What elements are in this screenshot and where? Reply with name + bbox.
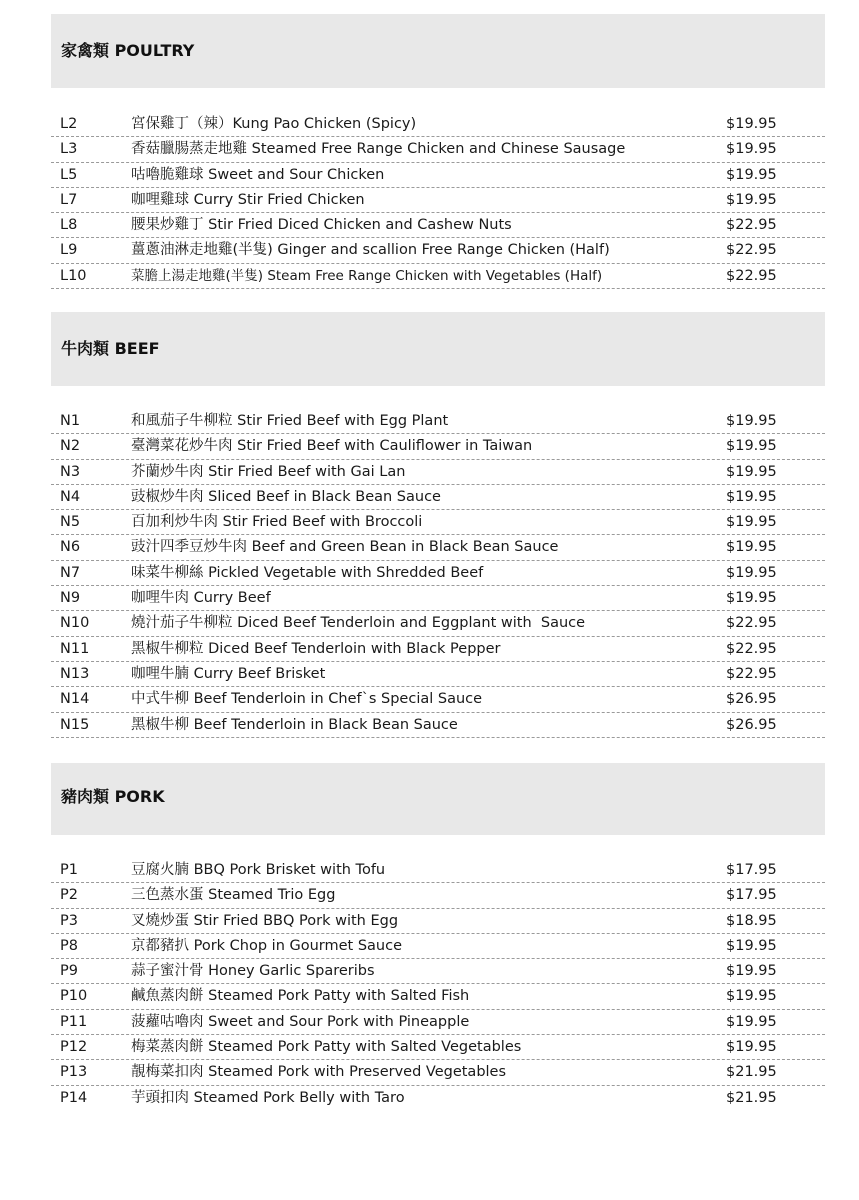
item-name: 芋頭扣肉 Steamed Pork Belly with Taro (131, 1089, 405, 1106)
item-name: 咖哩雞球 Curry Stir Fried Chicken (131, 191, 365, 208)
item-name: 宮保雞丁（辣）Kung Pao Chicken (Spicy) (131, 116, 417, 132)
item-code: P11 (60, 1013, 88, 1030)
menu-item (51, 662, 825, 687)
menu-item (51, 637, 825, 662)
item-price: $19.95 (726, 988, 777, 1005)
item-code: P1 (60, 862, 78, 878)
item-price: $21.95 (726, 1064, 777, 1081)
menu-item (51, 611, 825, 636)
item-price: $19.95 (726, 141, 777, 158)
item-code: P8 (60, 937, 78, 954)
item-price: $26.95 (726, 691, 777, 708)
menu-item (51, 460, 825, 485)
item-name: 黑椒牛柳 Beef Tenderloin in Black Bean Sauce (131, 716, 458, 733)
item-code: L2 (60, 116, 78, 132)
item-name: 蒜子蜜汁骨 Honey Garlic Spareribs (131, 963, 375, 980)
item-name: 菜膽上湯走地雞(半隻) Steam Free Range Chicken with Vegetables (Half) (131, 267, 603, 284)
menu-item (51, 238, 825, 263)
menu-item (51, 586, 825, 611)
item-price: $19.95 (726, 590, 777, 607)
item-name: 香菇臘腸蒸走地雞 Steamed Free Range Chicken and Chinese Sausage (131, 141, 626, 158)
menu-item (51, 883, 825, 908)
item-price: $19.95 (726, 463, 777, 480)
item-name: 臺灣菜花炒牛肉 Stir Fried Beef with Cauliflower in Taiwan (131, 438, 533, 455)
menu-item (51, 409, 825, 434)
menu-item (51, 687, 825, 712)
item-price: $19.95 (726, 564, 777, 581)
item-price: $22.95 (726, 242, 777, 259)
item-code: P13 (60, 1064, 88, 1081)
item-name: 黑椒牛柳粒 Diced Beef Tenderloin with Black Pepper (131, 640, 501, 657)
item-name: 百加利炒牛肉 Stir Fried Beef with Broccoli (131, 514, 423, 531)
menu-item (51, 1060, 825, 1085)
menu-item (51, 188, 825, 213)
menu-item (51, 112, 825, 137)
item-price: $19.95 (726, 166, 777, 183)
menu-item (51, 264, 825, 289)
item-code: N14 (60, 691, 90, 708)
section-title: 豬肉類 PORK (61, 787, 165, 806)
item-name: 咖哩牛肉 Curry Beef (131, 590, 271, 607)
item-name: 和風茄子牛柳粒 Stir Fried Beef with Egg Plant (131, 413, 449, 429)
item-price: $18.95 (726, 912, 777, 929)
item-name: 芥蘭炒牛肉 Stir Fried Beef with Gai Lan (131, 463, 406, 480)
item-name: 三色蒸水蛋 Steamed Trio Egg (131, 887, 336, 904)
item-name: 味菜牛柳絲 Pickled Vegetable with Shredded Beef (131, 564, 484, 581)
item-code: N9 (60, 590, 81, 607)
menu-item (51, 434, 825, 459)
item-code: P3 (60, 912, 78, 929)
item-name: 豉汁四季豆炒牛肉 Beef and Green Bean in Black Bean Sauce (131, 539, 559, 556)
item-code: P10 (60, 988, 88, 1005)
item-price: $17.95 (726, 862, 777, 878)
menu-item (51, 213, 825, 238)
item-price: $19.95 (726, 937, 777, 954)
item-code: P12 (60, 1039, 88, 1056)
menu-item (51, 934, 825, 959)
item-code: N11 (60, 640, 90, 657)
item-code: N15 (60, 716, 90, 733)
item-price: $19.95 (726, 413, 777, 429)
menu-item (51, 535, 825, 560)
item-name: 咖哩牛腩 Curry Beef Brisket (131, 665, 326, 682)
item-name: 燒汁茄子牛柳粒 Diced Beef Tenderloin and Eggplant with Sauce (131, 615, 586, 632)
menu-item (51, 163, 825, 188)
item-code: N4 (60, 488, 81, 505)
item-price: $22.95 (726, 640, 777, 657)
item-price: $19.95 (726, 116, 777, 132)
item-code: N2 (60, 438, 81, 455)
item-name: 菠蘿咕嚕肉 Sweet and Sour Pork with Pineapple (131, 1013, 470, 1030)
item-price: $19.95 (726, 1013, 777, 1030)
item-code: L5 (60, 166, 78, 183)
item-code: P9 (60, 963, 78, 980)
item-name: 腰果炒雞丁 Stir Fried Diced Chicken and Cashew Nuts (131, 217, 512, 234)
menu-list-beef (51, 409, 825, 738)
item-code: L8 (60, 217, 78, 234)
item-code: N7 (60, 564, 81, 581)
menu-item (51, 1086, 825, 1111)
item-price: $19.95 (726, 514, 777, 531)
menu-item (51, 1035, 825, 1060)
item-code: L3 (60, 141, 78, 158)
menu-item (51, 959, 825, 984)
menu-item (51, 485, 825, 510)
menu-item (51, 1010, 825, 1035)
section-header-beef (51, 312, 825, 386)
item-price: $22.95 (726, 615, 777, 632)
item-name: 豆腐火腩 BBQ Pork Brisket with Tofu (131, 862, 386, 878)
item-name: 梅菜蒸肉餅 Steamed Pork Patty with Salted Vegetables (131, 1039, 522, 1056)
item-name: 叉燒炒蛋 Stir Fried BBQ Pork with Egg (131, 912, 399, 929)
item-code: N5 (60, 514, 81, 531)
item-name: 豉椒炒牛肉 Sliced Beef in Black Bean Sauce (131, 488, 441, 505)
menu-list-pork (51, 858, 825, 1111)
item-code: L9 (60, 242, 78, 259)
menu-item (51, 510, 825, 535)
item-name: 靚梅菜扣肉 Steamed Pork with Preserved Vegetables (131, 1064, 507, 1081)
menu-item (51, 984, 825, 1009)
item-code: P14 (60, 1089, 88, 1106)
menu-item (51, 909, 825, 934)
item-code: N13 (60, 665, 90, 682)
item-price: $19.95 (726, 191, 777, 208)
item-name: 鹹魚蒸肉餅 Steamed Pork Patty with Salted Fish (131, 988, 470, 1005)
menu-item (51, 713, 825, 738)
item-price: $26.95 (726, 716, 777, 733)
item-price: $22.95 (726, 665, 777, 682)
item-code: N10 (60, 615, 90, 632)
item-price: $22.95 (726, 267, 777, 284)
section-title: 家禽類 POULTRY (61, 41, 195, 60)
menu-item (51, 858, 825, 883)
item-price: $19.95 (726, 539, 777, 556)
item-price: $19.95 (726, 963, 777, 980)
item-price: $19.95 (726, 1039, 777, 1056)
item-code: N3 (60, 463, 81, 480)
item-name: 中式牛柳 Beef Tenderloin in Chef`s Special Sauce (131, 691, 483, 708)
item-code: P2 (60, 887, 78, 904)
menu-item (51, 561, 825, 586)
item-price: $22.95 (726, 217, 777, 234)
menu-list-poultry (51, 112, 825, 289)
item-price: $19.95 (726, 438, 777, 455)
item-name: 薑蔥油淋走地雞(半隻) Ginger and scallion Free Range Chicken (Half) (131, 242, 610, 259)
item-code: N6 (60, 539, 81, 556)
item-code: L10 (60, 267, 87, 284)
item-code: N1 (60, 413, 81, 429)
item-price: $17.95 (726, 887, 777, 904)
item-name: 京都豬扒 Pork Chop in Gourmet Sauce (131, 937, 403, 954)
item-name: 咕嚕脆雞球 Sweet and Sour Chicken (131, 166, 385, 183)
section-header-poultry (51, 14, 825, 88)
item-price: $19.95 (726, 488, 777, 505)
item-code: L7 (60, 191, 78, 208)
item-price: $21.95 (726, 1089, 777, 1106)
menu-item (51, 137, 825, 162)
section-header-pork (51, 763, 825, 835)
section-title: 牛肉類 BEEF (61, 339, 160, 358)
